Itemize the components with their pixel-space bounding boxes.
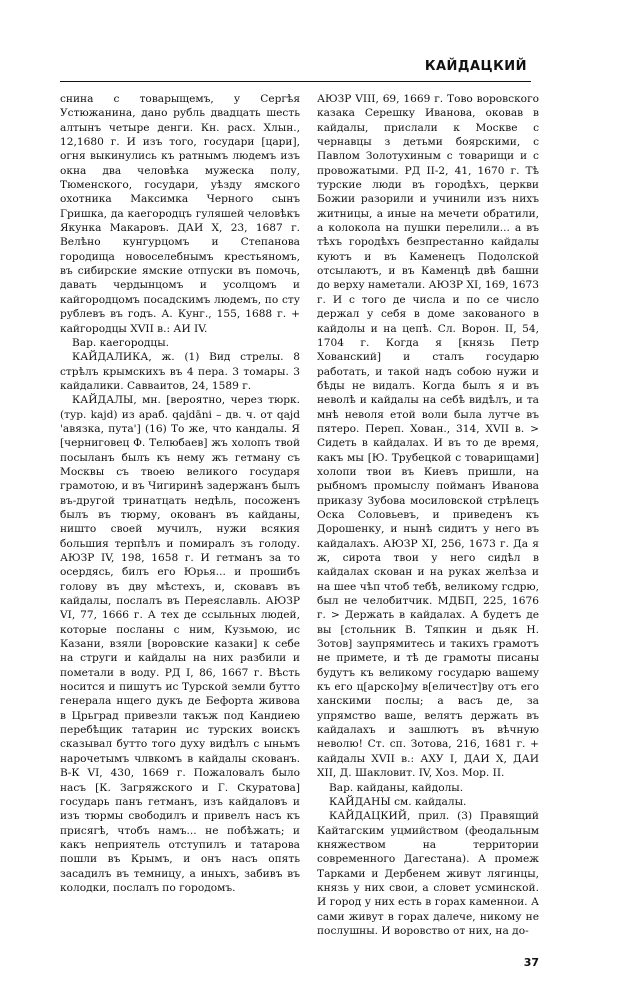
page-title: КАЙДАЦКИЙ <box>424 59 527 74</box>
variant-note: Вар. кайданы, кайдолы. <box>329 781 464 794</box>
left-column <box>60 92 300 895</box>
page-number: 37 <box>523 956 539 969</box>
entry-kaidaly: КАЙДАЛЫ, мн. [вероятно, через тюрк. (тур. kajd) из араб. qajdāni – дв. ч. от qajd 'авязка, пута'] (16) То же, что кандалы. Я [черниговец Ф. Телюбаев] жъ холопъ твой посыланъ былъ къ нему жъ гетману съ Москвы съ твоею великого государя грамотою, и въ Чигиринѣ задержанъ былъ въ-другой тринатцать недѣль, посоженъ былъ въ тюрму, окованъ въ кайданы, ништо своей мучилъ, нужи всякия большия терпѣлъ и помиралъ зъ голоду. АЮЗР IV, 198, 1658 г. И гетманъ за то осердясь, билъ его Юрья... и прошибъ голову въ дву мѣстехъ, и, сковавъ въ кайдалы, послалъ въ Переяславль. АЮЗР VI, 77, 1666 г. А тех де ссыльных людей, которые посланы с ним, Кузьмою, ис Казани, взяли [воровские казаки] к себе на струги и кайдалы на них разбили и пометали в воду. РД I, 86, 1667 г. Вѣсть носится и пишутъ ис Турской земли бутто генерала нщего дукъ де Бефорта живова в Црьград привезли такъж под Кандиею перебѣщик татарин ис турских воискъ сказывал бутто того духу видѣлъ с ыньмъ нарочетымъ члвкомъ в кайдалы скованъ. В-К VI, 430, 1669 г. Пожаловалъ было насъ [К. Загряжского и Г. Скуратова] государь панъ гетманъ, изъ кайдаловъ и изъ тюрмы свободилъ и привелъ насъ къ присягѣ, чтобъ намъ... не побѣжать; и какъ неприятель отступилъ и татарова пошли въ Крымъ, и онъ насъ опять засадилъ въ темницу, а иныхъ, забивъ въ колодки, послалъ по городомъ. <box>60 394 300 894</box>
header-rule <box>60 81 531 82</box>
entry-kaidalika: КАЙДАЛИКА, ж. (1) Вид стрелы. 8 стрѣлъ крымскихъ въ 4 пера. 3 томары. 3 кайдалики. Савваитов, 24, 1589 г. <box>60 351 300 392</box>
variant-note: Вар. каегородцы. <box>72 336 170 349</box>
entry-continuation-text: снина с товарыщемъ, у Сергѣя Устюжанина, дано рубль двадцать шесть алтынъ четыре денги. Кн. расх. Хлын., 12,1680 г. И изъ того, государи [цари], огня выкинулись къ ратнымъ людемъ изъ окна два человѣка мужеска полу, Тюменского, государи, уѣзду ямского охотника Максимка Черного сынъ Гришка, да каегородцъ гуляшей человѣкъ Якунка Макаровъ. ДАИ X, 23, 1687 г. Велѣно кунгурцомъ и Степанова городища новоселебнымъ крестьяномъ, въ сибирские ямские отпуски въ помочь, давать чердынцомъ и усолцомъ и кайгородцомъ посадскимъ людемъ, по сту рублевъ въ годъ. А. Кунг., 155, 1688 г. + кайгородцы XVII в.: АИ IV. <box>60 93 300 335</box>
right-column <box>317 92 539 938</box>
entry-kaidaly-continued: АЮЗР VIII, 69, 1669 г. Тово воровского казака Серешку Иванова, оковав в кайдалы, прислали к Москве с чернавцы з детьми боярскими, с Павлом Золотухиным с товарищи и с провожатыми. РД II-2, 41, 1670 г. Тѣ турские люди въ городѣхъ, церкви Божии разорили и учинили изъ нихъ житницы, а иные на мечети обратили, а колокола на пушки перелили... а въ тѣхъ городѣхъ безпрестанно кайдалы куютъ и въ Каменецъ Подолской отсылаютъ, и въ Каменцѣ двѣ башни до верху наметали. АЮЗР XI, 169, 1673 г. И с того де числа и по се число держал у себя в доме закованого в кайдолы и на цепѣ. Сл. Ворон. II, 54, 1704 г. Когда я [князь Петр Хованский] и сталъ государю работать, и такой надъ собою нужи и бѣды не видалъ. Когда былъ я и въ неволѣ и кайдалы на себѣ видѣлъ, и та мнѣ неволя етой воли была лутче въ пятеро. Переп. Хован., 314, XVII в. > Сидеть в кайдалах. И въ то де время, какъ мы [Ю. Трубецкой с товарищами] холопи твои въ Киевъ пришли, на рыбномъ промыслу пойманъ Иванова приказу Зубова мосиловской стрѣлецъ Оска Соловьевъ, и приведенъ къ Дорошенку, и нынѣ сидитъ у него въ кайдалахъ. АЮЗР XI, 256, 1673 г. Да я ж, сирота твои у него сидѣл в кайдалах скован и на руках желѣза и на шее чѣп чтоб тебѣ, великому гсдрю, был не челобитчик. МДБП, 225, 1676 г. > Держать в кайдалах. А будетъ де вы [стольник В. Тяпкин и дьяк Н. Зотов] заупрямитесь и такихъ грамотъ не примете, и тѣ де грамоты писаны будутъ къ великому государю вашему къ его ц[арско]му в[еличест]ву отъ его ханскими послы; а васъ де, за упрямство ваше, велятъ держать въ кайдалахъ и зашлютъ въ вѣчную неволю! Ст. сп. Зотова, 216, 1681 г. + кайдалы XVII в.: АХУ I, ДАИ X, ДАИ XII, Д. Шакловит. IV, Хоз. Мор. II. <box>317 93 539 780</box>
entry-kaidatsky: КАЙДАЦКИЙ, прил. (3) Правящий Кайтагским уцмийством (феодальным княжеством на территории современного Дагестана). А промеж Тарками и Дербенем живут лягинцы, князь у них свои, а словет усминской. И город у них есть в горах каменнои. А сами живут в горах далече, никому не послушны. И воровство от них, на до- <box>317 810 539 937</box>
entry-kaidany: КАЙДАНЫ см. кайдалы. <box>329 795 467 808</box>
